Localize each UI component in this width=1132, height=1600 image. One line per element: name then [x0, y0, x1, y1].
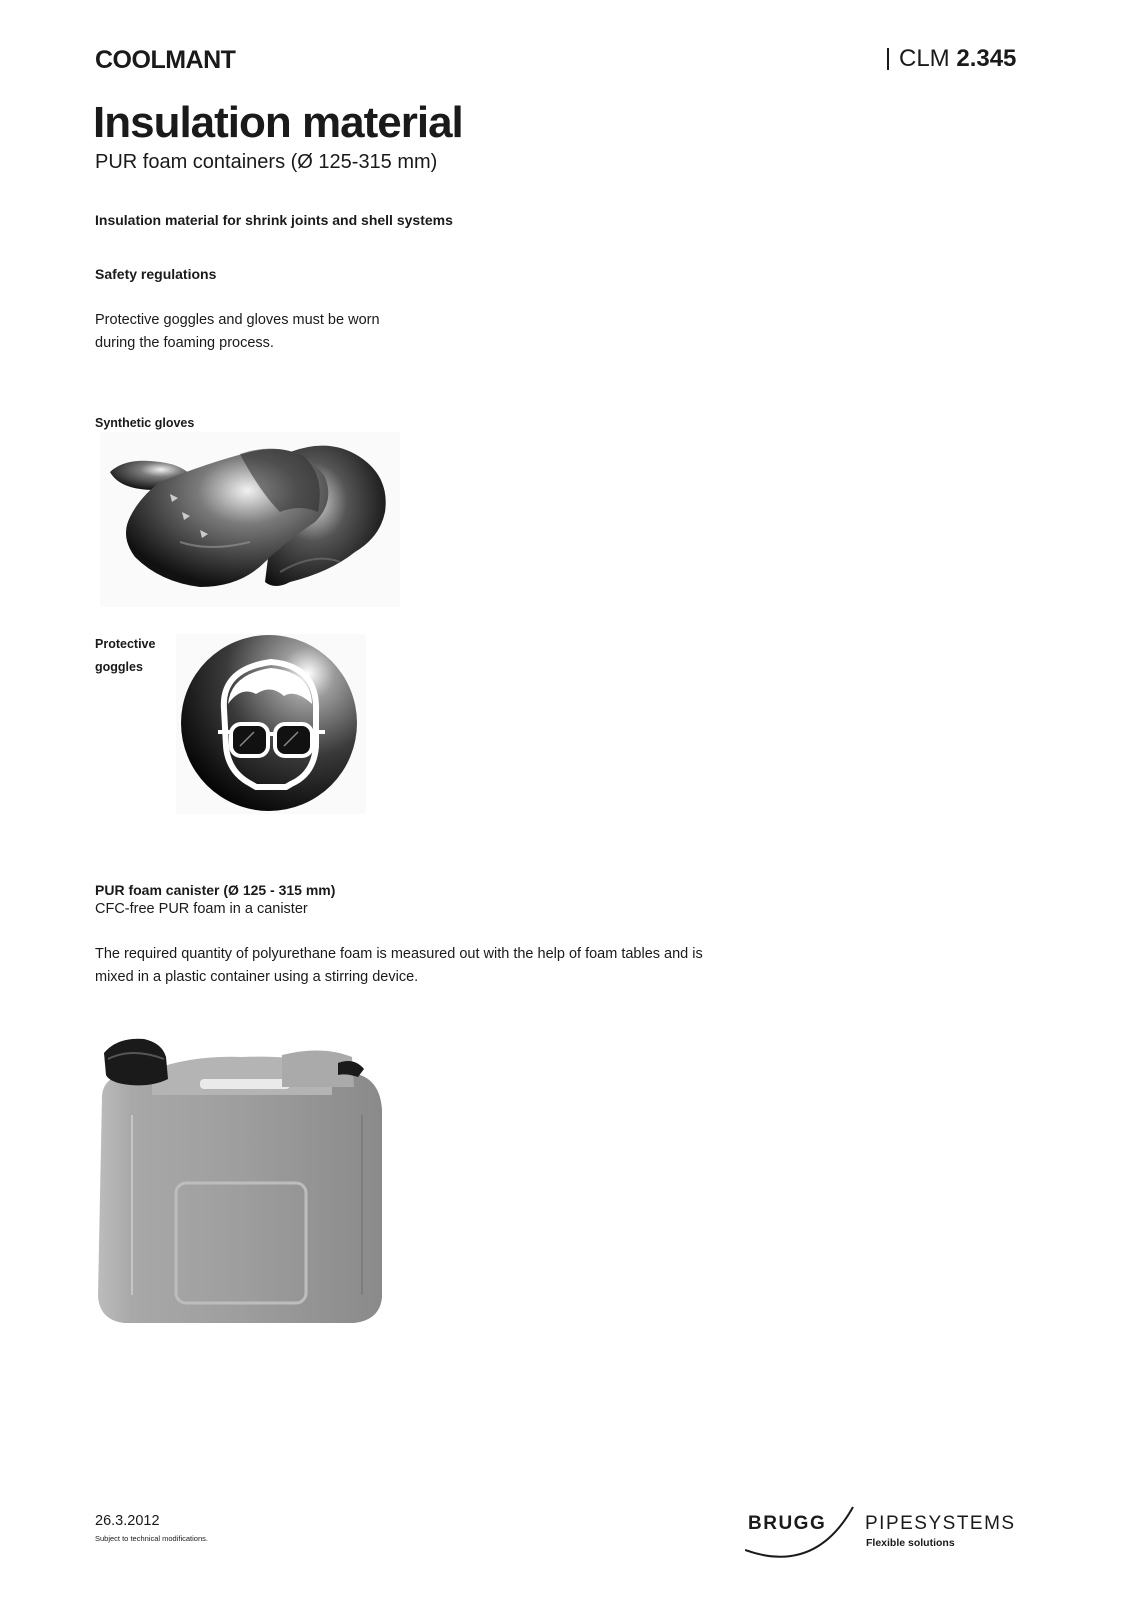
canister-description	[95, 943, 703, 989]
page-title: Insulation material	[93, 98, 463, 147]
safety-text-line: during the foaming process.	[95, 335, 274, 351]
document-number	[887, 45, 1017, 72]
logo-tagline: Flexible solutions	[866, 1537, 955, 1549]
goggles-sign-image	[176, 634, 366, 814]
safety-text	[95, 309, 380, 355]
logo-brand: BRUGG	[748, 1513, 827, 1534]
canister-heading: PUR foam canister (Ø 125 - 315 mm)	[95, 882, 336, 898]
canister-description-line: The required quantity of polyurethane foam is measured out with the help of foam tables and is	[95, 946, 703, 962]
goggles-label-line: Protective	[95, 637, 156, 651]
canister-description-line: mixed in a plastic container using a stirring device.	[95, 969, 419, 985]
logo-product: PIPESYSTEMS	[865, 1513, 1016, 1534]
doc-prefix: CLM	[899, 45, 957, 72]
section-label: COOLMANT	[95, 46, 236, 74]
brand-logo	[745, 1505, 1045, 1565]
gloves-image	[100, 432, 400, 607]
canister-line: CFC-free PUR foam in a canister	[95, 901, 308, 917]
canister-image	[92, 1035, 387, 1325]
gloves-label: Synthetic gloves	[95, 416, 195, 430]
intro-heading: Insulation material for shrink joints and shell systems	[95, 212, 453, 228]
goggles-label	[95, 633, 155, 679]
safety-text-line: Protective goggles and gloves must be worn	[95, 312, 380, 328]
footer-date: 26.3.2012	[95, 1513, 160, 1529]
page-subtitle: PUR foam containers (Ø 125-315 mm)	[95, 151, 438, 173]
footer-note: Subject to technical modifications.	[95, 1534, 208, 1543]
safety-heading: Safety regulations	[95, 266, 217, 282]
doc-number: 2.345	[956, 45, 1017, 72]
goggles-label-line: goggles	[95, 660, 143, 674]
